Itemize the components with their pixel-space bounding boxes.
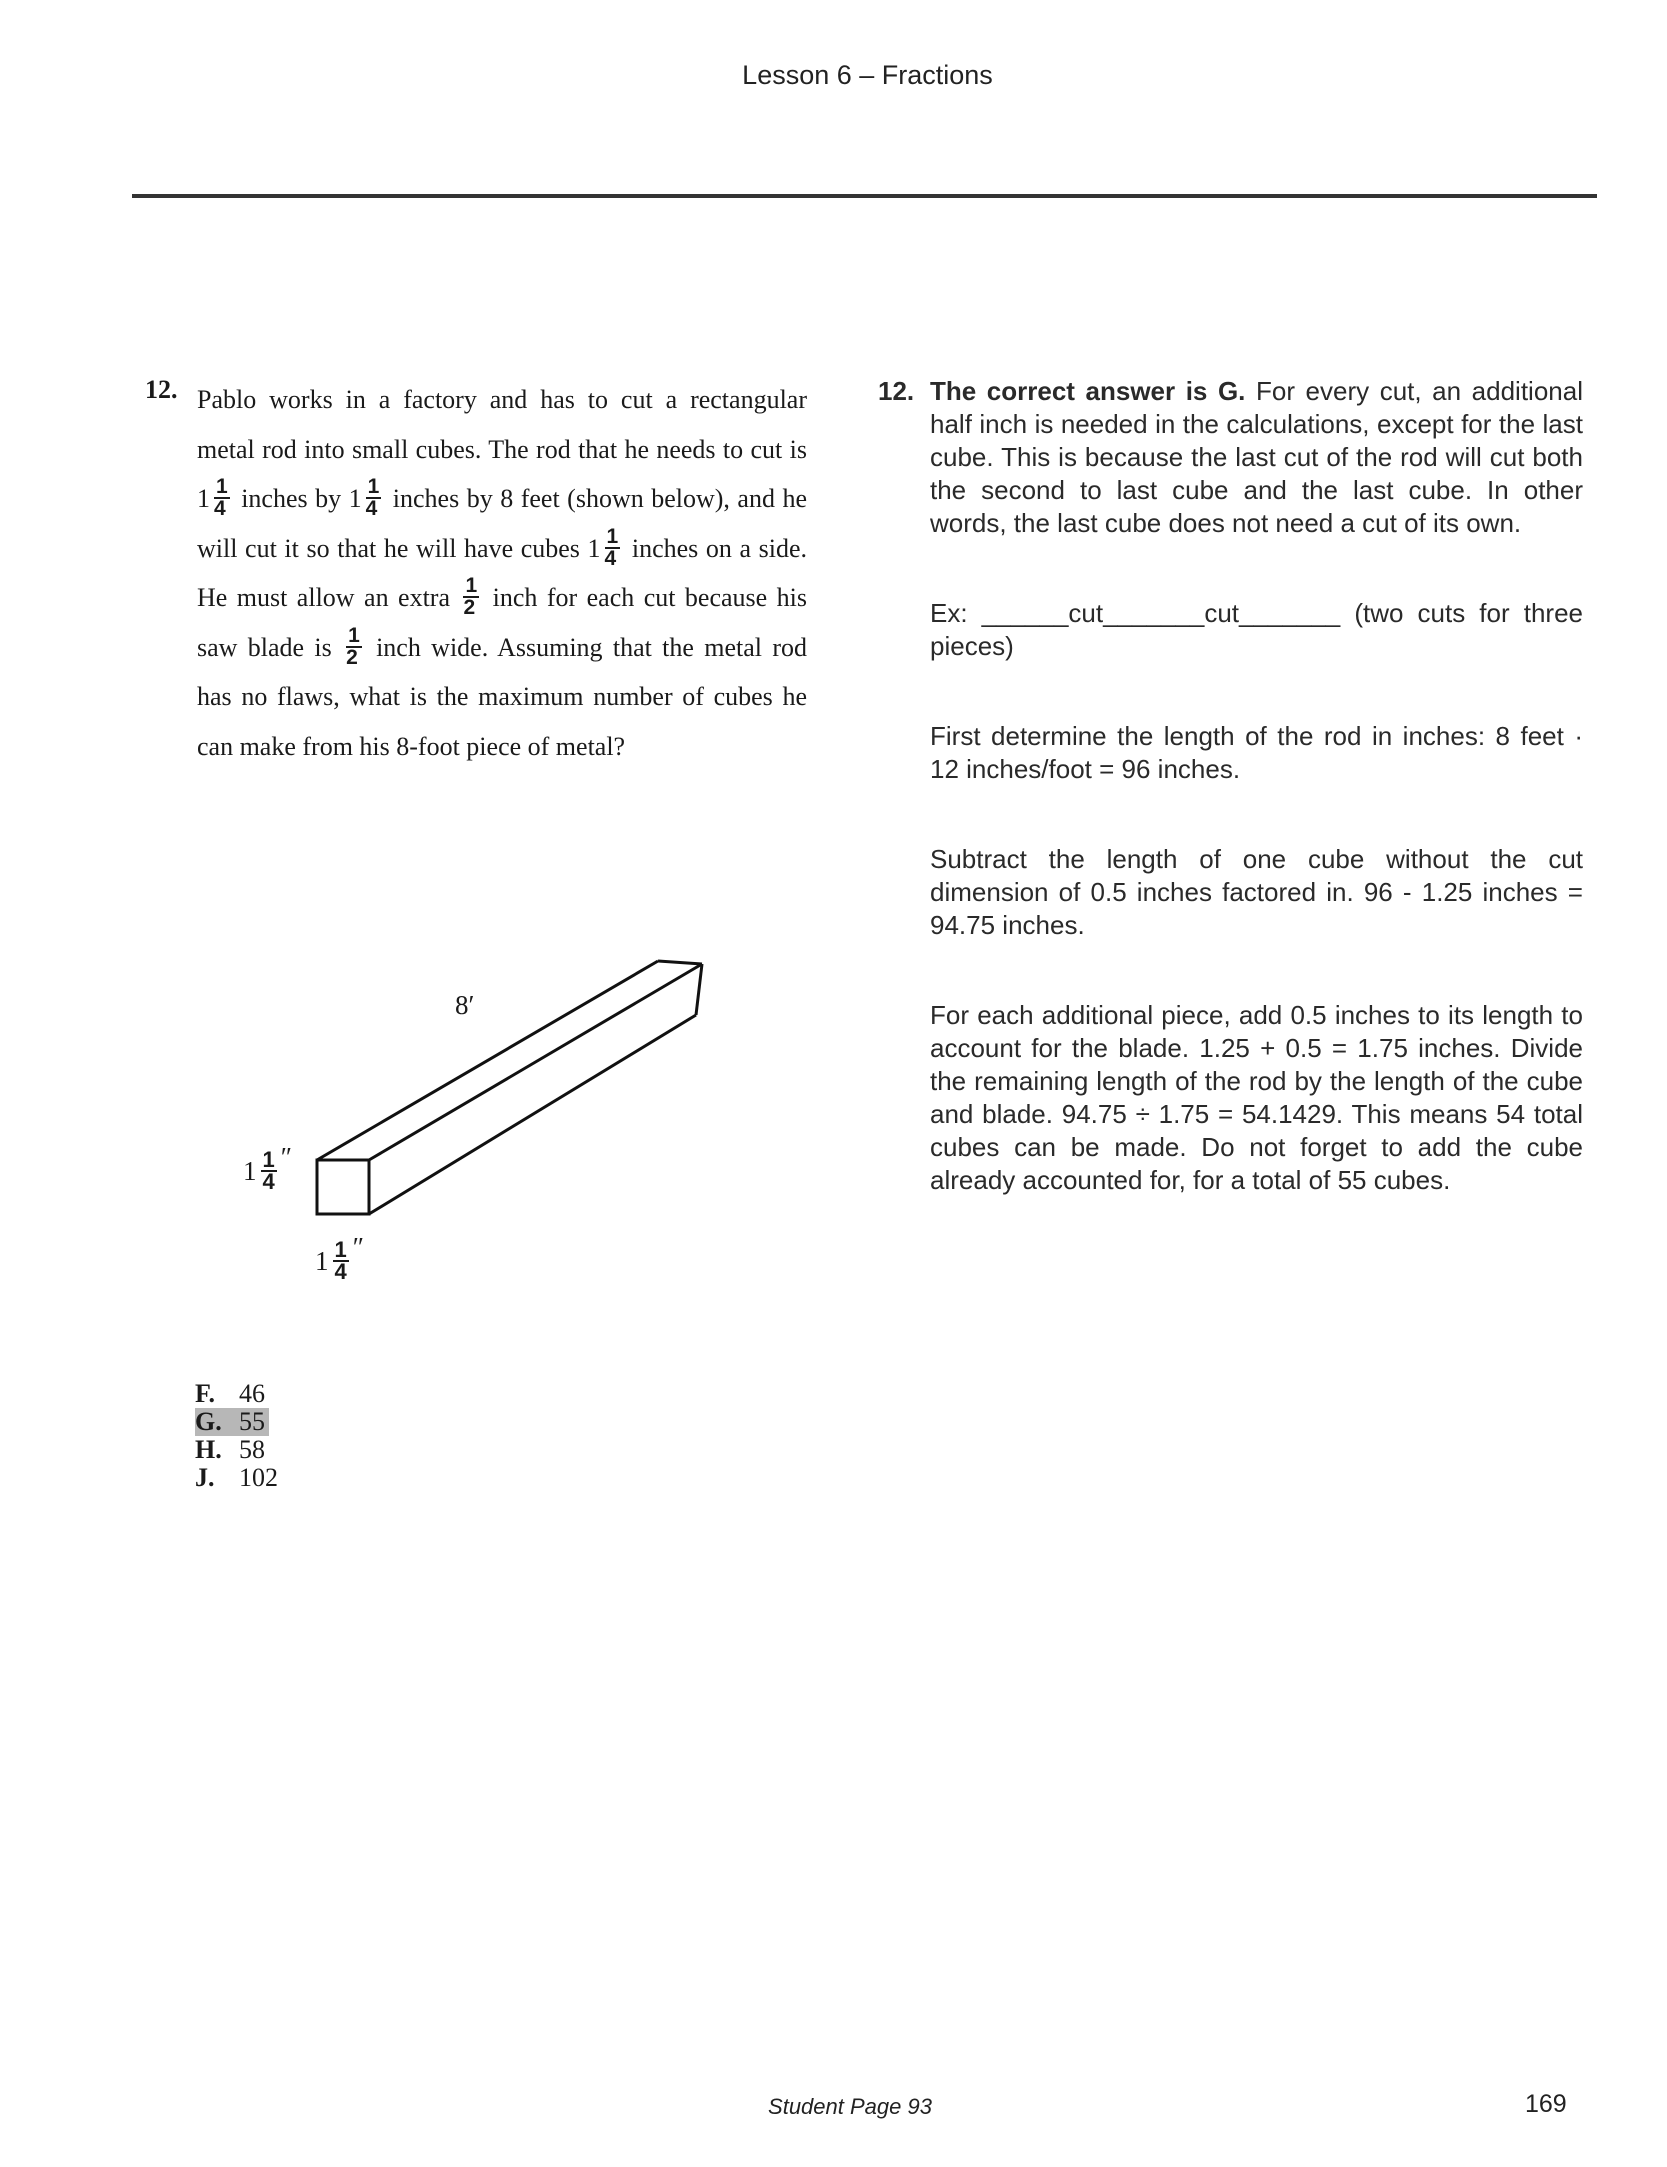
header-divider	[132, 194, 1597, 198]
question-text-3: inches by 8 feet (shown below), and he will cut it so that he will have cubes 1	[197, 484, 808, 563]
fraction-1: $\frac{1}{4}$	[214, 475, 228, 521]
width-label: 1 $\frac{1}{4}$ ″	[315, 1232, 364, 1284]
rod-end-face	[317, 1160, 369, 1214]
height-label: 1 $\frac{1}{4}$ ″	[243, 1142, 292, 1194]
question-text-5: inch for each cut because his saw blade is	[197, 583, 808, 662]
choice-j[interactable]: J. 102	[195, 1463, 278, 1492]
rod-drawing	[230, 905, 750, 1335]
rod-back-side	[696, 964, 702, 1015]
choice-h[interactable]: H. 58	[195, 1435, 265, 1464]
length-label: 8′	[455, 990, 475, 1020]
question-text-6: inch wide. Assuming that the metal rod has no flaws, what is the maximum number of cubes he can make from his 8-foot piece of metal?	[197, 632, 807, 761]
question-text	[197, 375, 807, 771]
explanation-paragraph-4: Subtract the length of one cube without the cut dimension of 0.5 inches factored in. 96 - 1.25 inches = 94.75 inches.	[930, 844, 1583, 940]
question-text-2: inches by 1	[241, 484, 362, 513]
rod-top-edge-far	[369, 964, 702, 1160]
rod-back-top	[658, 961, 702, 964]
choice-f[interactable]: F. 46	[195, 1379, 265, 1408]
explanation-paragraph-1: The correct answer is G. For every cut, an additional half inch is needed in the calculations, except for the last cube. This is because the last cut of the rod will cut both the second to last cube and the last cube. In other words, the last cube does not need a cut of its own.	[930, 376, 1583, 538]
page-header-title: Lesson 6 – Fractions	[742, 60, 993, 90]
explanation-paragraph-5: For each additional piece, add 0.5 inches to its length to account for the blade. 1.25 + 0.5 = 1.75 inches. Divide the remaining length of the rod by the length of the cube and blade. 94.75 ÷ 1.75 = 54.1429. This means 54 total cubes can be made. Do not forget to add the cube already accounted for, for a total of 55 cubes.	[930, 1000, 1583, 1195]
fraction-4: $\frac{1}{2}$	[463, 574, 478, 620]
question-number: 12.	[145, 375, 178, 404]
question-text-4: inches on a side. He must allow an extra	[197, 533, 808, 612]
answer-number: 12.	[878, 376, 915, 406]
explanation-paragraph-2: Ex: ______cut_______cut_______ (two cuts for three pieces)	[930, 598, 1583, 661]
rod-top-edge-near	[317, 961, 658, 1160]
page-number: 169	[1525, 2090, 1567, 2118]
fraction-2: $\frac{1}{4}$	[365, 475, 380, 521]
student-page-label: Student Page 93	[768, 2094, 932, 2119]
question-text-1: Pablo works in a factory and has to cut a rectangular metal rod into small cubes. The rod that he needs to cut is 1	[197, 385, 807, 513]
rod-bottom-edge	[369, 1015, 696, 1214]
choice-g-selected[interactable]: G. 55	[195, 1408, 269, 1436]
fraction-5: $\frac{1}{2}$	[346, 623, 360, 669]
answer-explanation	[878, 375, 1583, 1197]
question-block	[145, 375, 807, 771]
explanation-paragraph-3: First determine the length of the rod in inches: 8 feet · 12 inches/foot = 96 inches.	[930, 721, 1583, 784]
rod-figure	[230, 905, 750, 1335]
answer-choices	[195, 1380, 278, 1492]
correct-answer-lead: The correct answer is G.	[930, 376, 1246, 406]
fraction-3: $\frac{1}{4}$	[604, 524, 619, 570]
